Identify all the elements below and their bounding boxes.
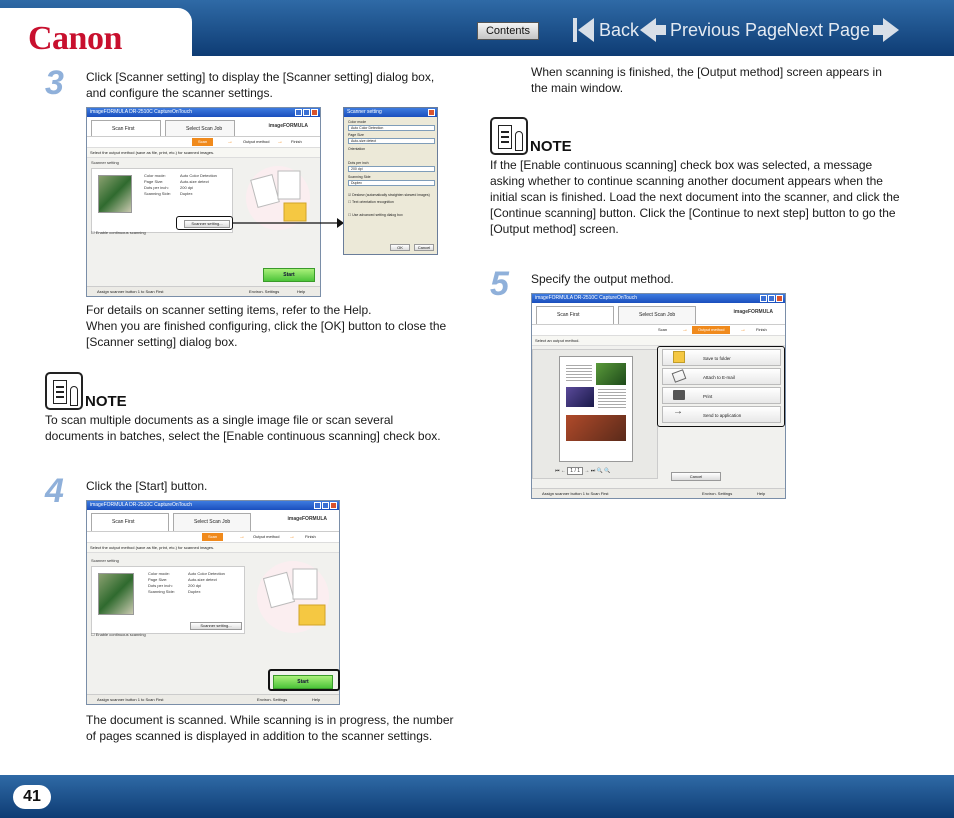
- next-page-button[interactable]: [786, 15, 899, 45]
- back-button[interactable]: [573, 15, 639, 45]
- window-titlebar: imageFORMULA DR-2510C CaptureOnTouch: [87, 108, 320, 117]
- documents-illustration-icon: [253, 559, 333, 639]
- tab-bar: [87, 510, 339, 532]
- next-arrow-icon: [883, 18, 899, 42]
- status-bar: Assign scanner button 1 to Scan First Environ. Settings Help: [87, 694, 339, 704]
- dlg-check-deskew[interactable]: ☑ Deskew (automatically straighten skewed images): [348, 193, 430, 197]
- next-stem-icon: [873, 25, 883, 35]
- tab-select-scan-job[interactable]: Select Scan Job: [165, 120, 235, 136]
- close-icon[interactable]: [330, 502, 337, 509]
- dlg-check-advanced[interactable]: ☐ Use advanced setting dialog box: [348, 213, 403, 217]
- note1-heading: [45, 372, 127, 410]
- settings-keys: Color mode: Page Size: Dots per inch: Scanning Side:: [144, 173, 171, 196]
- tab-bar: [87, 117, 320, 137]
- scanner-setting-label: Scanner setting: [91, 558, 119, 563]
- imageformula-brand: imageFORMULA: [287, 516, 327, 522]
- scanner-setting-dialog: [343, 107, 438, 255]
- minimize-icon[interactable]: [314, 502, 321, 509]
- hint-text: Select the output method (save as file, print, etc.) for scanned images.: [87, 147, 320, 158]
- tab-select-scan-job[interactable]: Select Scan Job: [618, 306, 696, 324]
- step3-text: Click [Scanner setting] to display the [Scanner setting] dialog box, and configure the scanner settings.: [86, 70, 435, 100]
- progress-finish: Finish: [305, 534, 316, 539]
- imageformula-brand: imageFORMULA: [268, 123, 308, 129]
- progress-arrow-icon: →: [289, 534, 295, 540]
- step-number-3: 3: [45, 64, 64, 102]
- tab-scan-first[interactable]: Scan First: [536, 306, 614, 324]
- progress-output: Output method: [243, 139, 270, 144]
- step-number-4: 4: [45, 472, 64, 510]
- environ-settings-button[interactable]: Environ. Settings: [249, 289, 280, 294]
- step4-after-text: The document is scanned. While scanning is in progress, the number of pages scanned is displayed in addition to the scanner settings.: [86, 713, 454, 743]
- maximize-icon[interactable]: [768, 295, 775, 302]
- page-nav-controls[interactable]: ⏮ ← 1 / 1 → ⏭ 🔍 🔍: [555, 468, 611, 474]
- tab-bar: [532, 303, 785, 325]
- print-button[interactable]: Print: [662, 387, 781, 404]
- note1-label: NOTE: [85, 393, 127, 410]
- right-intro-text: When scanning is finished, the [Output method] screen appears in the main window.: [531, 65, 882, 95]
- progress-arrow-icon: →: [740, 327, 746, 333]
- dlg-label-orientation: Orientation: [348, 147, 366, 151]
- note1-text: To scan multiple documents as a single image file or scan several documents in batches, select the [Enable continuous scanning] check box.: [45, 413, 441, 443]
- send-to-application-button[interactable]: Send to application: [662, 406, 781, 423]
- window-titlebar: imageFORMULA DR-2510C CaptureOnTouch: [87, 501, 339, 510]
- settings-values: Auto Color Detection Auto-size detect 200 dpi Duplex: [188, 571, 225, 594]
- dlg-label-size: Page Size: [348, 133, 364, 137]
- start-callout: [268, 669, 340, 691]
- dlg-cancel-button[interactable]: Cancel: [414, 244, 434, 251]
- callout-arrow-icon: [233, 217, 345, 229]
- dlg-label-side: Scanning Side: [348, 175, 371, 179]
- note2-heading: [490, 117, 572, 155]
- progress-output: Output method: [692, 326, 730, 334]
- dialog-close-icon[interactable]: [428, 109, 435, 116]
- progress-arrow-icon: →: [227, 139, 233, 145]
- settings-values: Auto Color Detection Auto-size detect 200 dpi Duplex: [180, 173, 217, 196]
- send-arrow-icon: →: [673, 406, 683, 417]
- next-label: Next Page: [786, 20, 871, 40]
- scanner-setting-label: Scanner setting: [91, 160, 119, 165]
- scanner-setting-button[interactable]: Scanner setting...: [184, 220, 230, 228]
- dlg-check-orientation[interactable]: ☐ Text orientation recognition: [348, 200, 394, 204]
- start-button[interactable]: Start: [273, 675, 333, 689]
- help-button[interactable]: Help: [297, 289, 306, 294]
- progress-finish: Finish: [291, 139, 302, 144]
- cancel-button[interactable]: Cancel: [671, 472, 721, 481]
- progress-finish: Finish: [756, 327, 767, 332]
- progress-arrow-icon: →: [239, 534, 245, 540]
- logo-box: [0, 8, 192, 56]
- previous-arrow-icon: [640, 18, 656, 42]
- folder-icon: [673, 351, 685, 363]
- tab-select-scan-job[interactable]: Select Scan Job: [173, 513, 251, 531]
- progress-steps: [532, 325, 785, 335]
- status-bar: Assign scanner button 1 to Scan First Environ. Settings Help: [532, 488, 785, 498]
- progress-arrow-icon: →: [277, 139, 283, 145]
- help-button[interactable]: Help: [312, 697, 321, 702]
- note2-label: NOTE: [530, 138, 572, 155]
- tab-scan-first[interactable]: Scan First: [91, 120, 161, 136]
- progress-steps: [87, 137, 320, 147]
- preview-page: [559, 356, 633, 462]
- progress-scan: Scan: [192, 138, 213, 146]
- progress-arrow-icon: →: [682, 327, 688, 333]
- scanner-setting-callout: [176, 216, 233, 230]
- dlg-select-size[interactable]: Auto-size detect: [348, 138, 435, 144]
- imageformula-brand: imageFORMULA: [733, 309, 773, 315]
- back-arrow-icon: [578, 18, 594, 42]
- close-icon[interactable]: [776, 295, 783, 302]
- maximize-icon[interactable]: [322, 502, 329, 509]
- hint-text: Select an output method.: [532, 335, 785, 346]
- contents-button[interactable]: Contents: [477, 22, 539, 40]
- step5-text: Specify the output method.: [531, 272, 674, 286]
- dlg-ok-button[interactable]: OK: [390, 244, 410, 251]
- hint-text: Select the output method (save as file, print, etc.) for scanned images.: [87, 542, 339, 553]
- settings-keys: Color mode: Page Size: Dots per inch: Scanning Side:: [148, 571, 175, 594]
- minimize-icon[interactable]: [295, 109, 302, 116]
- tab-scan-first[interactable]: Scan First: [91, 513, 169, 531]
- environ-settings-button[interactable]: Environ. Settings: [702, 491, 733, 496]
- environ-settings-button[interactable]: Environ. Settings: [257, 697, 288, 702]
- scanned-thumbnail: [98, 573, 134, 615]
- dlg-label-dpi: Dots per inch: [348, 161, 369, 165]
- attach-to-email-button[interactable]: Attach to E-mail: [662, 368, 781, 385]
- dlg-label-color: Color mode: [348, 120, 367, 124]
- save-to-folder-button[interactable]: Save to folder: [662, 349, 781, 366]
- status-bar: Assign scanner button 1 to Scan First Environ. Settings Help: [87, 286, 320, 296]
- help-button[interactable]: Help: [757, 491, 766, 496]
- previous-page-button[interactable]: [640, 15, 787, 45]
- footer-bar: [0, 775, 954, 818]
- note2-text: If the [Enable continuous scanning] check box was selected, a message asking whether to continue scanning another document appears when the initial scan is finished. Load the next document into the scanner, and click the [Continue scanning] button. Click the [Continue to next step] button to go the [Output method] screen.: [490, 158, 900, 236]
- continuous-checkbox[interactable]: ☐ Enable continuous scanning: [91, 632, 146, 637]
- previous-stem-icon: [656, 25, 666, 35]
- step-number-5: 5: [490, 265, 509, 303]
- scanned-thumbnail: [98, 175, 132, 213]
- back-bar-icon: [573, 18, 577, 42]
- step3-after-text: For details on scanner setting items, refer to the Help. When you are finished configuring, click the [OK] button to close the [Scanner setting] dialog box.: [86, 303, 447, 349]
- progress-scan: Scan: [202, 533, 223, 541]
- progress-scan: Scan: [658, 327, 668, 332]
- back-label: Back: [599, 20, 640, 40]
- dlg-select-color[interactable]: Auto Color Detection: [348, 125, 435, 131]
- note-icon: [490, 117, 528, 155]
- step4-text: Click the [Start] button.: [86, 479, 208, 493]
- preview-pane: [532, 349, 658, 479]
- minimize-icon[interactable]: [760, 295, 767, 302]
- step3-main-window: [86, 107, 321, 297]
- note-icon: [45, 372, 83, 410]
- progress-steps: [87, 532, 339, 542]
- printer-icon: [673, 390, 685, 400]
- progress-output: Output method: [253, 534, 280, 539]
- previous-label: Previous Page: [670, 20, 788, 40]
- dialog-titlebar: Scanner setting: [344, 108, 437, 117]
- maximize-icon[interactable]: [303, 109, 310, 116]
- header-bar: [0, 0, 954, 56]
- dlg-select-dpi[interactable]: 200 dpi: [348, 166, 435, 172]
- scanner-setting-button[interactable]: Scanner setting...: [190, 622, 242, 630]
- canon-logo: Canon: [28, 20, 122, 57]
- page-number: 41: [13, 785, 51, 809]
- continuous-checkbox[interactable]: ☐ Enable continuous scanning: [91, 230, 146, 235]
- settings-panel: [91, 566, 245, 634]
- window-titlebar: imageFORMULA DR-2510C CaptureOnTouch: [532, 294, 785, 303]
- dlg-select-side[interactable]: Duplex: [348, 180, 435, 186]
- start-button[interactable]: Start: [263, 268, 315, 282]
- close-icon[interactable]: [311, 109, 318, 116]
